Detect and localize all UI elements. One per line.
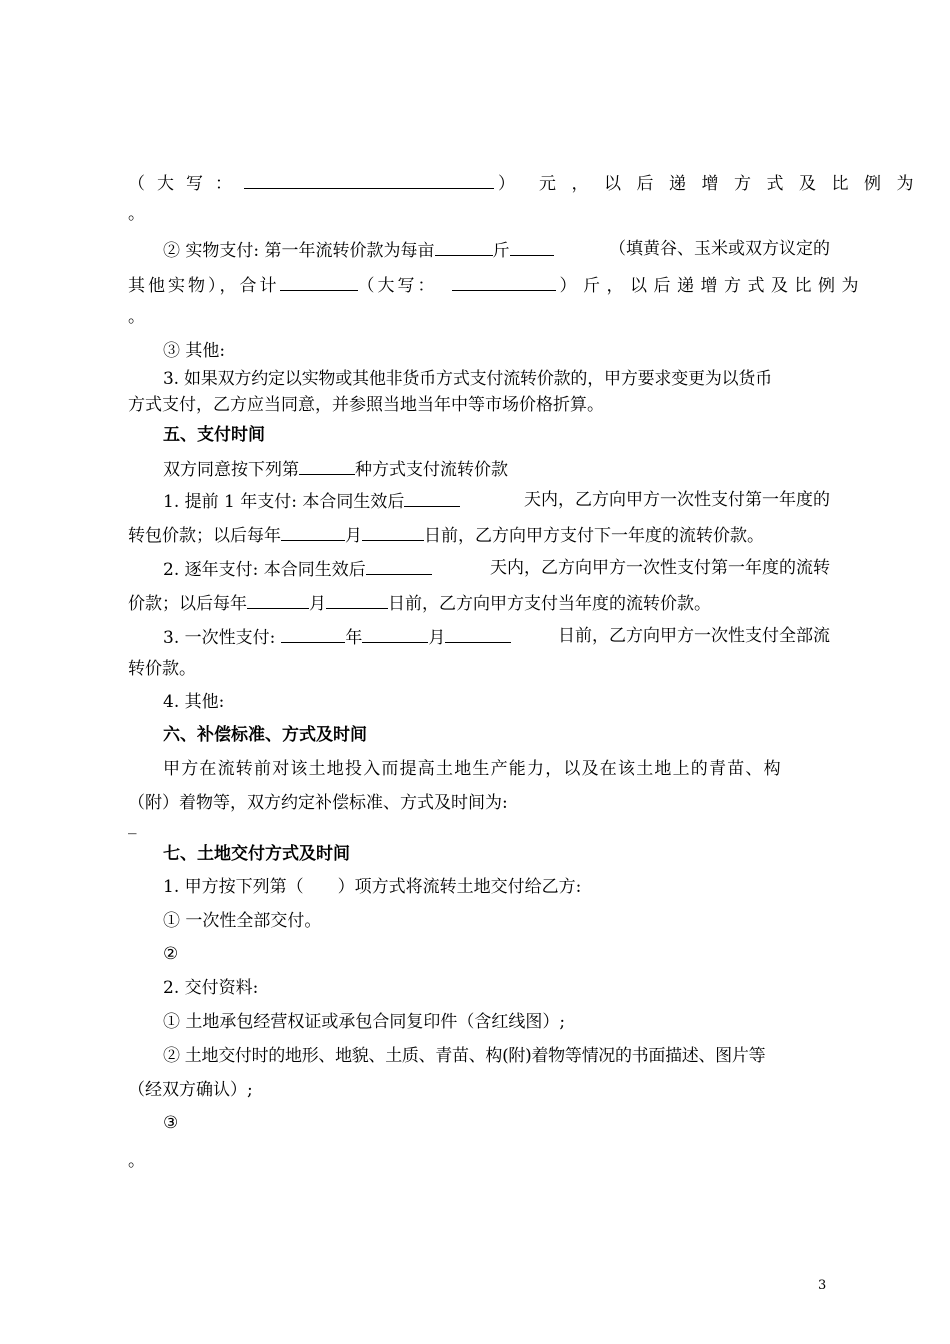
text: 日前，乙方向甲方一次性支付全部流: [558, 626, 830, 646]
text: ）: [498, 174, 515, 194]
text: 月: [345, 526, 362, 546]
text: 月: [309, 594, 326, 614]
text: 1. 提前 1 年支付: 本合同生效后: [163, 492, 405, 512]
section-title-payment-time: 五、支付时间: [163, 425, 265, 445]
line-clause-3: 3. 如果双方约定以实物或其他非货币方式支付流转价款的，甲方要求变更为以货币: [163, 369, 773, 389]
blank-day: [445, 625, 511, 643]
blank-capital-total: [452, 273, 556, 291]
text-group: [163, 625, 511, 649]
text: 双方同意按下列第: [163, 460, 299, 480]
text: 斤: [492, 241, 510, 261]
blank-month: [247, 591, 309, 609]
blank-day: [326, 591, 388, 609]
line-lump-sum-payment: [163, 625, 830, 649]
blank-capital: [244, 171, 494, 189]
blank-days: [404, 489, 460, 507]
blank-method: [299, 457, 355, 475]
blank-year: [281, 625, 345, 643]
section-title-land-delivery: 七、土地交付方式及时间: [163, 844, 350, 864]
text-group: [163, 238, 554, 262]
line-other: ③ 其他:: [163, 341, 226, 361]
line-compensation: 甲方在流转前对该土地投入而提高土地生产能力，以及在该土地上的青苗、构: [163, 759, 782, 779]
line-payment-method: [163, 457, 830, 481]
line-delivery-option-2: ②: [163, 944, 179, 964]
blank-day: [362, 523, 424, 541]
text: 种方式支付流转价款: [355, 460, 508, 480]
line-period: 。: [128, 204, 145, 224]
line-clause-3-cont: 方式支付，乙方应当同意，并参照当地当年中等市场价格折算。: [128, 395, 604, 415]
line-other-payment: 4. 其他:: [163, 692, 225, 712]
line-advance-payment: [163, 489, 830, 513]
text-group: [163, 489, 460, 513]
text: 2. 逐年支付: 本合同生效后: [163, 560, 366, 580]
line-materials-1: ① 土地承包经营权证或承包合同复印件（含红线图）;: [163, 1012, 566, 1032]
text: ）斤，以后递增方式及比例为: [559, 276, 865, 296]
blank-total: [280, 273, 358, 291]
line-annual-payment: [163, 557, 830, 581]
text: 其他实物），合计: [128, 276, 280, 296]
blank-days: [366, 557, 432, 575]
text: 3. 一次性支付:: [163, 628, 276, 648]
line-delivery-materials: 2. 交付资料:: [163, 978, 259, 998]
text: 天内，乙方向甲方一次性支付第一年度的流转: [490, 558, 830, 578]
section-title-compensation: 六、补偿标准、方式及时间: [163, 725, 367, 745]
line-delivery-method: 1. 甲方按下列第（ ）项方式将流转土地交付给乙方:: [163, 877, 582, 897]
line-materials-3: ③: [163, 1113, 179, 1133]
page-number: 3: [818, 1278, 827, 1293]
text: （大写：: [357, 276, 438, 296]
line-lump-sum-cont: 转价款。: [128, 659, 196, 679]
line-delivery-option-1: ① 一次性全部交付。: [163, 911, 322, 931]
text-group: [163, 557, 432, 581]
line-period: 。: [128, 307, 145, 327]
text: 年: [345, 628, 363, 648]
text: 天内，乙方向甲方一次性支付第一年度的: [524, 490, 830, 510]
blank-crop: [510, 238, 554, 256]
line-period: 。: [128, 1151, 145, 1171]
line-capital-amount: [128, 171, 929, 195]
text: （填黄谷、玉米或双方议定的: [609, 239, 830, 259]
line-in-kind-payment: [163, 238, 830, 262]
line-compensation-cont: （附）着物等，双方约定补偿标准、方式及时间为:: [128, 793, 508, 813]
line-underscore: _: [128, 815, 137, 835]
line-materials-2-cont: （经双方确认）;: [128, 1080, 253, 1100]
text: （大写：: [128, 174, 244, 194]
line-materials-2: ② 土地交付时的地形、地貌、土质、青苗、构(附)着物等情况的书面描述、图片等: [163, 1046, 766, 1066]
line-advance-payment-cont: [128, 523, 830, 547]
text: 元，以后递增方式及比例为: [539, 174, 929, 194]
text: ② 实物支付: 第一年流转价款为每亩: [163, 241, 435, 261]
line-annual-payment-cont: [128, 591, 830, 615]
blank-per-mu: [435, 238, 493, 256]
text: 转包价款；以后每年: [128, 526, 281, 546]
text: 价款；以后每年: [128, 594, 247, 614]
text: 日前，乙方向甲方支付下一年度的流转价款。: [424, 526, 764, 546]
text: 月: [428, 628, 446, 648]
line-total-in-kind: [128, 273, 865, 297]
blank-month: [362, 625, 428, 643]
text: 日前，乙方向甲方支付当年度的流转价款。: [388, 594, 711, 614]
blank-month: [281, 523, 345, 541]
